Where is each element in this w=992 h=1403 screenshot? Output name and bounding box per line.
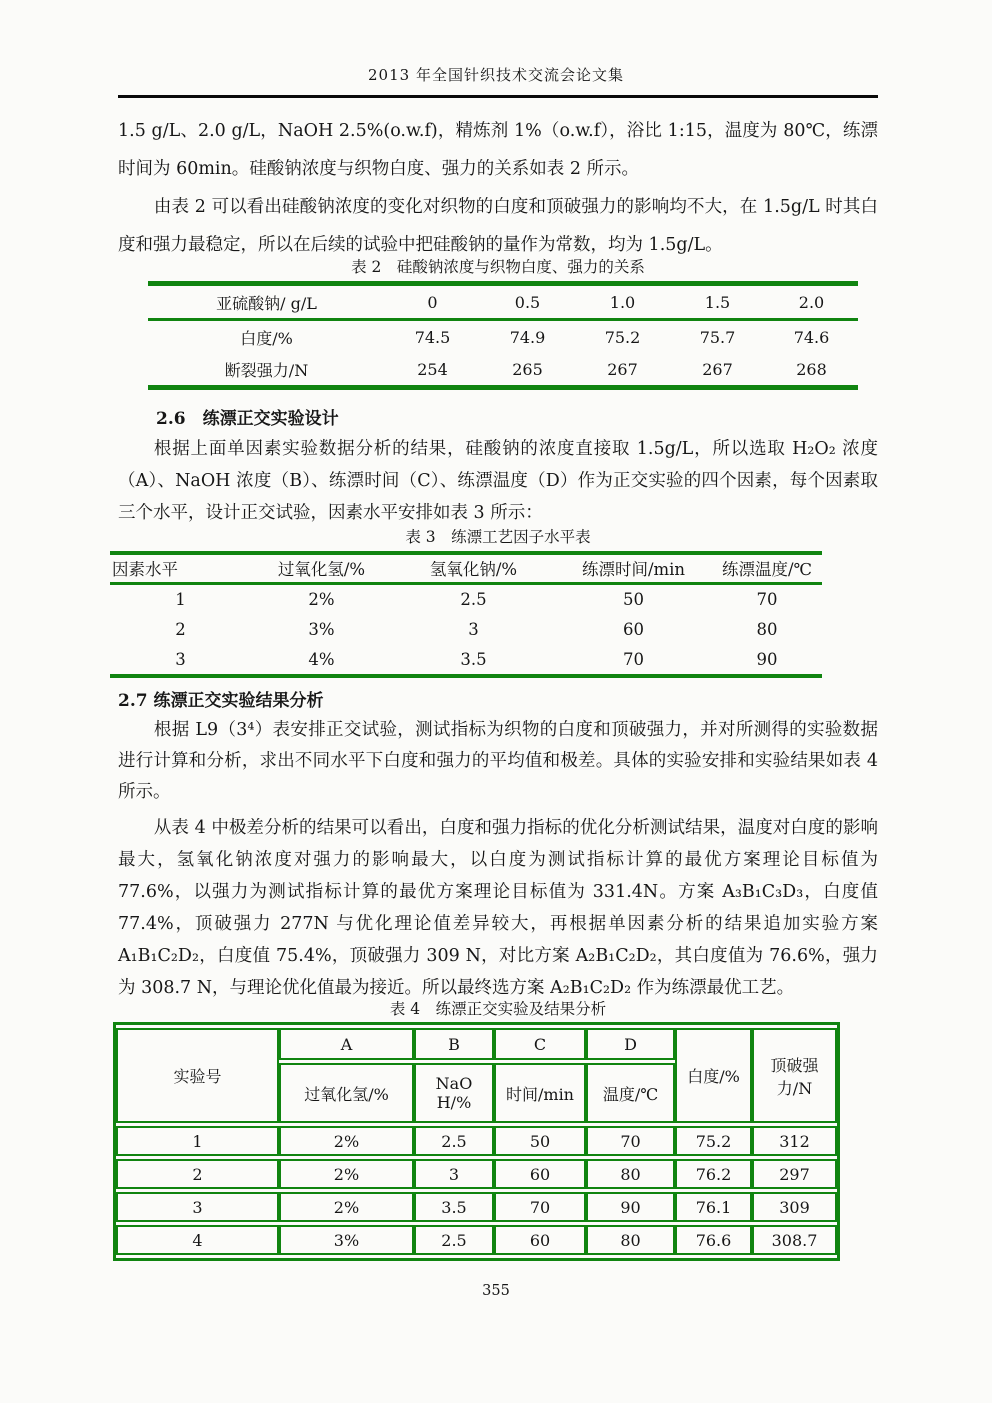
table-2-cell: 267 [702, 359, 733, 379]
table-4-cell: 90 [586, 1192, 675, 1222]
table-4-cell: 70 [494, 1192, 586, 1222]
table-3-row [110, 583, 822, 614]
table-3-header-cell: 练漂温度/℃ [712, 553, 822, 583]
table-4-cell: 2.5 [414, 1225, 494, 1255]
table-2-row-whiteness [148, 320, 858, 354]
table-4-factor-letter-cell: A [279, 1028, 414, 1060]
table-2-cell: 75.7 [699, 327, 736, 347]
table-4-factor-name-cell: 过氧化氢/% [279, 1063, 414, 1123]
table-2-cell: 1.5 [670, 284, 765, 320]
table-3-cell: 4% [308, 650, 335, 669]
table-4-row [116, 1192, 837, 1222]
table-4-factor-letter-cell: B [414, 1028, 494, 1060]
table-4 [113, 1022, 840, 1261]
paragraph-table2-discussion: 由表 2 可以看出硅酸钠浓度的变化对织物的白度和顶破强力的影响均不大，在 1.5g/L 时其白度和强力最稳定，所以在后续的试验中把硅酸钠的量作为常数，均为 1.5g/L。 [118, 197, 878, 255]
table-3-cell: 2.5 [460, 589, 487, 609]
table-4-cell: 312 [752, 1126, 837, 1156]
table-4-cell: 3.5 [414, 1192, 494, 1222]
table-2-row-strength [148, 354, 858, 388]
table-4-factor-name-cell: 时间/min [494, 1063, 586, 1123]
table-3-header-cell: 氢氧化钠/% [392, 553, 555, 583]
table-4-cell: 2.5 [414, 1126, 494, 1156]
table-2-header-row [148, 284, 858, 320]
table-4-cell: 2% [279, 1192, 414, 1222]
table-2-cell: 254 [417, 359, 448, 379]
table-2-cell: 74.6 [793, 327, 830, 347]
table-2-cell: 断裂强力/N [224, 360, 309, 380]
table-3-header-cell: 练漂时间/min [555, 553, 712, 583]
table-3-cell: 3 [468, 620, 479, 639]
table-4-cell: 60 [494, 1159, 586, 1189]
table-4-cell: 308.7 [752, 1225, 837, 1255]
header-rule [118, 95, 878, 98]
paragraph-orthogonal-design: 根据上面单因素实验数据分析的结果，硅酸钠的浓度直接取 1.5g/L，所以选取 H₂O₂ 浓度（A）、NaOH 浓度（B）、练漂时间（C）、练漂温度（D）作为正交实验的四个因素，每个因素取三个水平，设计正交试验，因素水平安排如表 3 所示： [118, 439, 878, 523]
table-2-cell: 白度/% [240, 328, 293, 348]
table-4-cell: 2% [279, 1126, 414, 1156]
table-4-cell: 75.2 [675, 1126, 752, 1156]
table-3-cell: 70 [756, 589, 778, 609]
table-4-cell: 297 [752, 1159, 837, 1189]
table-3-cell: 90 [756, 650, 778, 669]
section-heading-2-6: 2.6 练漂正交实验设计 [156, 409, 339, 429]
table-4-cell: 1 [116, 1126, 279, 1156]
table-3-header-cell: 过氧化氢/% [251, 553, 392, 583]
table-3-cell: 60 [623, 620, 644, 639]
table-2-cell: 74.5 [414, 327, 451, 347]
table-4-cell: 2 [116, 1159, 279, 1189]
table-4-factor-letter-row [116, 1028, 837, 1060]
table-4-cell: 50 [494, 1126, 586, 1156]
table-2 [148, 281, 858, 390]
table-4-cell: 60 [494, 1225, 586, 1255]
table-3-row [110, 614, 822, 645]
table-2-cell: 267 [607, 359, 638, 379]
table-2-cell: 0.5 [480, 284, 575, 320]
table-2-cell: 亚硫酸钠/ g/L [148, 284, 385, 320]
table-4-whiteness-header-cell: 白度/% [675, 1028, 752, 1123]
table-4-cell: 76.1 [675, 1192, 752, 1222]
table-4-factor-letter-cell: D [586, 1028, 675, 1060]
page-header-title: 2013 年全国针织技术交流会论文集 [368, 66, 624, 84]
table-4-cell: 80 [586, 1159, 675, 1189]
paragraph-l9-arrangement: 根据 L9（3⁴）表安排正交试验，测试指标为织物的白度和顶破强力，并对所测得的实验数据进行计算和分析，求出不同水平下白度和强力的平均值和极差。具体的实验安排和实验结果如表 4 所示。 [118, 720, 878, 802]
table-4-strength-header-cell: 顶破强力/N [752, 1028, 837, 1123]
table-3-cell: 3 [175, 650, 186, 669]
table-4-row [116, 1159, 837, 1189]
table-4-cell: 309 [752, 1192, 837, 1222]
table-3-header-cell: 因素水平 [110, 553, 251, 583]
table-4-row [116, 1126, 837, 1156]
table-4-cell: 3 [116, 1192, 279, 1222]
table-4-cell: 4 [116, 1225, 279, 1255]
table-3-cell: 2% [308, 589, 335, 609]
section-heading-2-7: 2.7 练漂正交实验结果分析 [118, 691, 324, 711]
paragraph-bleach-conditions: 1.5 g/L、2.0 g/L，NaOH 2.5%(o.w.f)，精炼剂 1%（o.w.f），浴比 1:15，温度为 80℃，练漂时间为 60min。硅酸钠浓度与织物白度、强力的关系如表 2 所示。 [118, 121, 878, 179]
table-2-caption: 表 2 硅酸钠浓度与织物白度、强力的关系 [351, 258, 645, 276]
table-2-cell: 268 [796, 359, 827, 379]
table-3 [110, 551, 822, 678]
table-2-cell: 0 [385, 284, 480, 320]
table-2-cell: 75.2 [604, 327, 641, 347]
table-4-row [116, 1225, 837, 1255]
table-3-cell: 3% [308, 620, 335, 639]
table-3-cell: 70 [623, 650, 644, 669]
table-4-factor-letter-cell: C [494, 1028, 586, 1060]
table-3-cell: 1 [175, 589, 186, 609]
table-3-caption: 表 3 练漂工艺因子水平表 [405, 528, 591, 546]
table-2-cell: 265 [512, 359, 543, 379]
table-2-cell: 1.0 [575, 284, 670, 320]
table-2-cell: 74.9 [509, 327, 546, 347]
table-2-cell: 2.0 [765, 284, 858, 320]
table-3-cell: 80 [756, 620, 778, 639]
table-3-cell: 3.5 [460, 650, 487, 669]
table-4-cell: 3 [414, 1159, 494, 1189]
table-3-cell: 2 [175, 620, 186, 639]
table-4-exp-header-cell: 实验号 [116, 1028, 279, 1123]
table-4-cell: 76.2 [675, 1159, 752, 1189]
table-3-header-row [110, 553, 822, 583]
table-4-caption: 表 4 练漂正交实验及结果分析 [389, 1000, 607, 1018]
table-3-row [110, 645, 822, 676]
table-4-cell: 70 [586, 1126, 675, 1156]
table-3-cell: 50 [623, 589, 644, 609]
table-4-cell: 80 [586, 1225, 675, 1255]
table-4-cell: 76.6 [675, 1225, 752, 1255]
table-4-factor-name-cell: 温度/℃ [586, 1063, 675, 1123]
table-4-cell: 2% [279, 1159, 414, 1189]
paragraph-range-analysis: 从表 4 中极差分析的结果可以看出，白度和强力指标的优化分析测试结果，温度对白度的影响最大，氢氧化钠浓度对强力的影响最大，以白度为测试指标计算的最优方案理论目标值为 77.6%，以强力为测试指标计算的最优方案理论目标值为 331.4N。方案 A₃B₁C₃D₃，白度值 77.4%，顶破强力 277N 与优化理论值差异较大，再根据单因素分析的结果追加实验方案 A₁B₁C₂D₂，白度值 75.4%，顶破强力 309 N，对比方案 A₂B₁C₂D₂，其白度值为 76.6%，强力为 308.7 N，与理论优化值最为接近。所以最终选方案 A₂B₁C₂D₂ 作为练漂最优工艺。 [118, 818, 878, 998]
table-4-cell: 3% [279, 1225, 414, 1255]
table-4-factor-name-cell: NaOH/% [414, 1063, 494, 1123]
footer-page-number: 355 [482, 1283, 510, 1299]
